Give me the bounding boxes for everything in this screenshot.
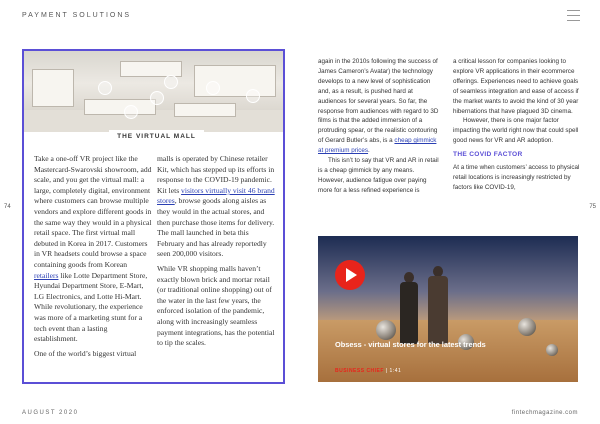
- page-number-left: 74: [4, 204, 11, 210]
- video-meta: BUSINESS CHIEF | 1:41: [335, 368, 402, 374]
- video-duration: 1:41: [389, 368, 402, 374]
- paragraph: While VR shopping malls haven’t exactly blown brick and mortar retail (or traditional online shopping) out of the water in the last few years, the enforced isolation of the pandemic, along with increasingly seamless payment integrations, has the potential to tip the scales.: [157, 263, 275, 348]
- model-figure: [428, 276, 448, 344]
- boxout-column-2: [157, 154, 275, 353]
- footer-date: AUGUST 2020: [22, 410, 79, 416]
- paragraph: However, there is one major factor impacting the world right now that could spell good news for VR and AR adoption.: [453, 117, 579, 145]
- paragraph: This isn’t to say that VR and AR in retail is a cheap gimmick by any means. However, audience fatigue over paying more for a less refined experience is: [318, 157, 439, 194]
- video-title: Obsess - virtual stores for the latest trends: [335, 340, 486, 349]
- boxout-column-1: [34, 154, 152, 363]
- body-column-2: [453, 57, 581, 193]
- boxout-caption: THE VIRTUAL MALL: [109, 130, 204, 144]
- boxout-article: [22, 49, 285, 384]
- play-button-icon[interactable]: [335, 260, 365, 290]
- body-column-1: [318, 57, 442, 196]
- paragraph: Take a one-off VR project like the Mastercard-Swarovski showroom, add scale, and you get the virtual mall: a large, completely digital, environment where customers can browse multiple vendors and explore different goods in the same way they would in a physical retail space. The first virtual mall debuted in Korea in 2017. Customers in VR headsets could browse a space containing goods from Korean retailers like Lotte Department Store, Hyundai Department Store, E-Mart, LG Electronics, and Lotte Hi-Mart. While revolutionary, the experience was more of a marketing stunt for a tech event than a lasting establishment.: [34, 154, 152, 344]
- video-player[interactable]: [318, 236, 578, 382]
- retailers-link[interactable]: retailers: [34, 270, 59, 280]
- paragraph: malls is operated by Chinese retailer Kit, which has stepped up its efforts in response to the COVID-19 pandemic. Kit lets visitors virtually visit 46 brand stores, browse goods along aisles as they would in the actual stores, and then purchase those items for delivery. The mall launched in beta this February and has already reportedly seen 200,000 visitors.: [157, 154, 275, 259]
- section-header: PAYMENT SOLUTIONS: [22, 12, 132, 19]
- page-number-right: 75: [589, 204, 596, 210]
- paragraph: At a time when customers’ access to physical retail locations is increasingly restricted by factors like COVID-19,: [453, 164, 580, 191]
- paragraph: One of the world’s biggest virtual: [34, 348, 137, 358]
- model-figure: [400, 282, 418, 344]
- footer-site[interactable]: fintechmagazine.com: [511, 410, 578, 416]
- brand-stores-link[interactable]: visitors virtually visit 46 brand stores: [157, 185, 275, 206]
- subheading: THE COVID FACTOR: [453, 151, 523, 159]
- video-channel: BUSINESS CHIEF: [335, 368, 384, 374]
- paragraph: again in the 2010s following the success of James Cameron’s Avatar) the technology develops to a new level of sophistication and, as a result, is pushed hard at audiences for several years. So far, the response from audiences with regard to 3D films is that the added immersion of a protruding spear, or the realistic contouring of Gerard Butler’s abs, is a cheap gimmick at premium prices.: [318, 58, 439, 155]
- cheap-gimmick-link[interactable]: cheap gimmick at premium prices: [318, 137, 437, 155]
- virtual-mall-photo: [24, 51, 283, 132]
- paragraph: a critical lesson for companies looking to explore VR applications in their ecommerce offerings. Experiences need to achieve goals of seamless integration and ease of access if the market wants to avoid the kind of 30 year hibernations that have plagued 3D cinema.: [453, 58, 579, 115]
- menu-icon[interactable]: [567, 10, 580, 20]
